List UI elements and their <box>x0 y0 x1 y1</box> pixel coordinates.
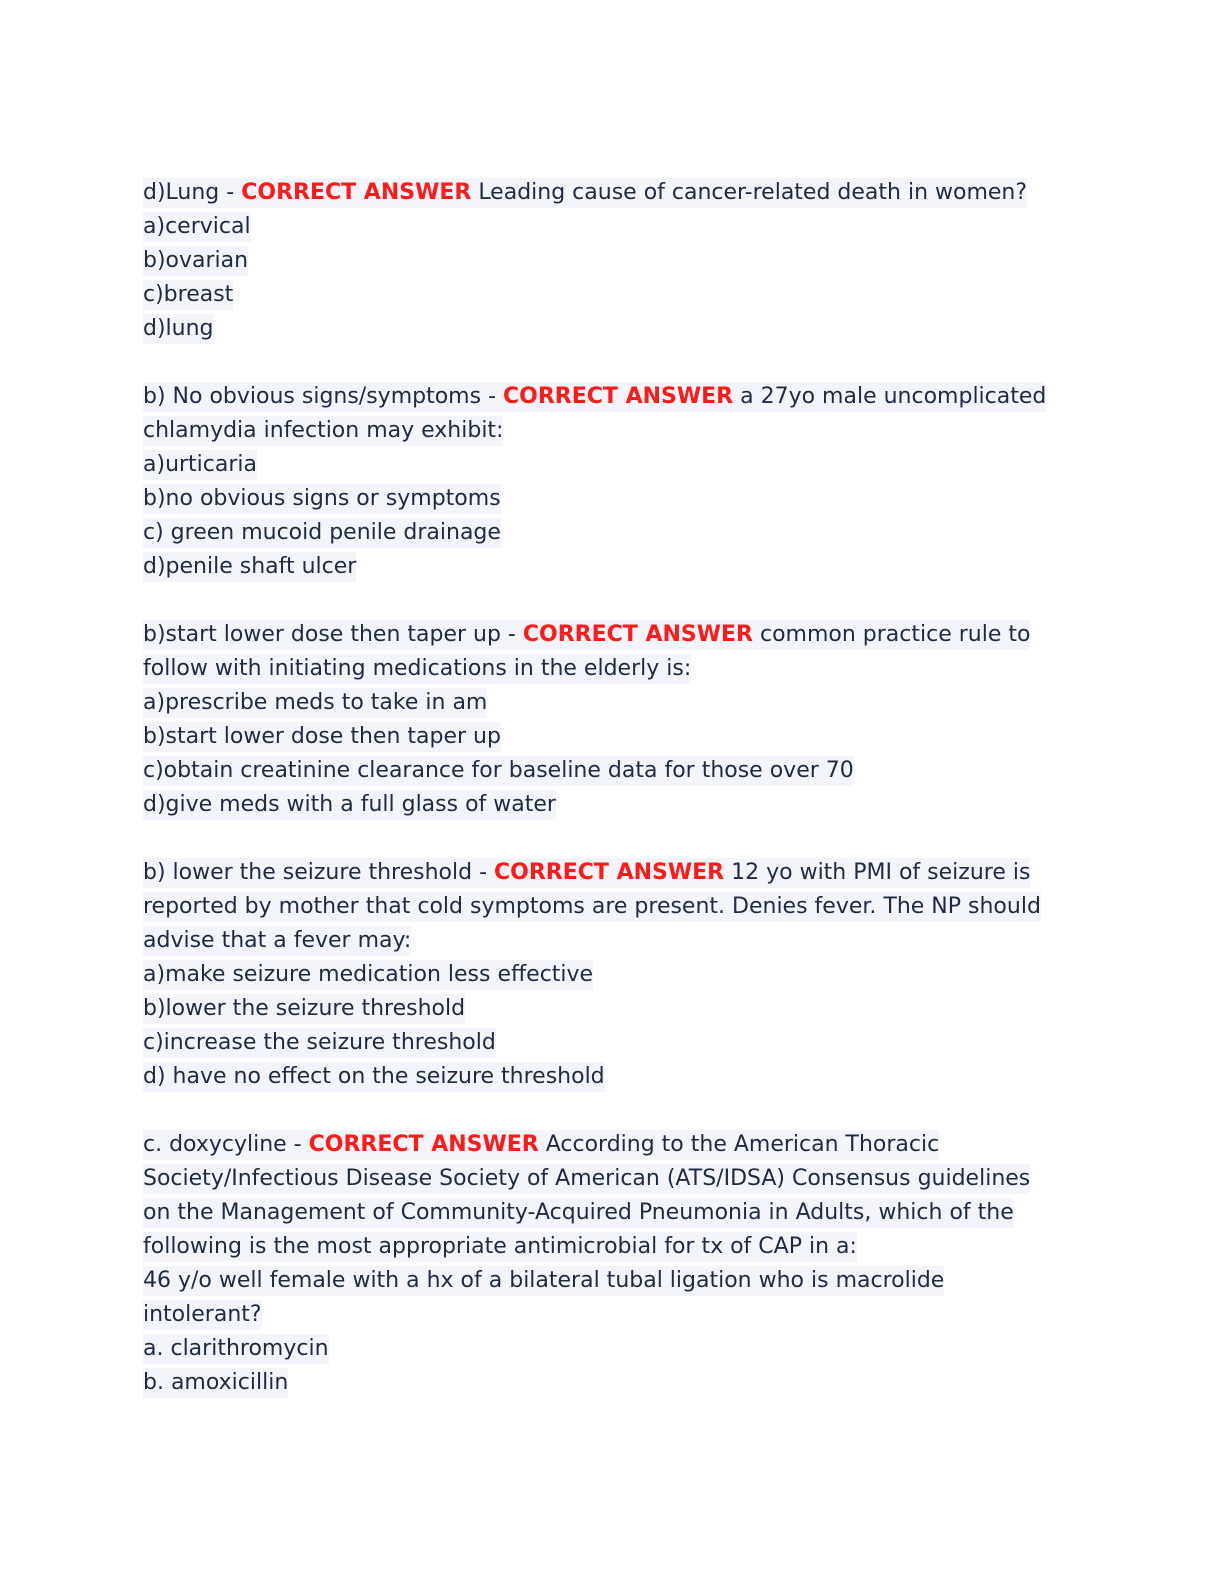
correct-answer-label: CORRECT ANSWER <box>241 180 472 205</box>
question-stem-line <box>143 414 1083 448</box>
question-block <box>143 380 1083 584</box>
option-line <box>143 686 1083 720</box>
question-stem: 46 y/o well female with a hx of a bilateral tubal ligation who is macrolide <box>143 1266 944 1296</box>
question-stem: According to the American Thoracic <box>545 1132 940 1157</box>
question-stem-line <box>143 1230 1083 1264</box>
question-stem-line <box>143 1196 1083 1230</box>
question-stem-line <box>143 924 1083 958</box>
option-text: a)cervical <box>143 212 251 242</box>
option-line <box>143 482 1083 516</box>
question-header-line: b)start lower dose then taper up - CORRECT ANSWER common practice rule to <box>143 618 1083 652</box>
option-line <box>143 788 1083 822</box>
answer-text: b) lower the seizure threshold <box>143 860 473 885</box>
option-text: b)no obvious signs or symptoms <box>143 484 501 514</box>
question-stem: 12 yo with PMI of seizure is <box>731 860 1031 885</box>
answer-text: b) No obvious signs/symptoms <box>143 384 482 409</box>
question-stem-line <box>143 652 1083 686</box>
question-stem: advise that a fever may: <box>143 926 411 956</box>
option-line <box>143 992 1083 1026</box>
option-line <box>143 516 1083 550</box>
option-line <box>143 210 1083 244</box>
answer-text: d)Lung <box>143 180 220 205</box>
option-text: b)lower the seizure threshold <box>143 994 465 1024</box>
option-line <box>143 1332 1083 1366</box>
option-line <box>143 244 1083 278</box>
option-text: a. clarithromycin <box>143 1334 329 1364</box>
option-line <box>143 1060 1083 1094</box>
document-content <box>143 176 1083 1434</box>
option-text: c) green mucoid penile drainage <box>143 518 501 548</box>
correct-answer-label: CORRECT ANSWER <box>522 622 753 647</box>
question-block <box>143 856 1083 1094</box>
question-stem: Society/Infectious Disease Society of American (ATS/IDSA) Consensus guidelines <box>143 1164 1030 1194</box>
option-text: b. amoxicillin <box>143 1368 288 1398</box>
answer-text: b)start lower dose then taper up <box>143 622 501 647</box>
correct-answer-label: CORRECT ANSWER <box>503 384 734 409</box>
option-text: b)ovarian <box>143 246 248 276</box>
option-line <box>143 754 1083 788</box>
question-stem-line <box>143 890 1083 924</box>
question-header-line: b) lower the seizure threshold - CORRECT ANSWER 12 yo with PMI of seizure is <box>143 856 1083 890</box>
answer-text: c. doxycyline <box>143 1132 287 1157</box>
option-text: c)obtain creatinine clearance for baseline data for those over 70 <box>143 756 854 786</box>
question-stem-line <box>143 1298 1083 1332</box>
option-line <box>143 448 1083 482</box>
option-line <box>143 1026 1083 1060</box>
option-text: b)start lower dose then taper up <box>143 722 501 752</box>
question-stem: chlamydia infection may exhibit: <box>143 416 503 446</box>
option-line <box>143 958 1083 992</box>
question-stem: following is the most appropriate antimicrobial for tx of CAP in a: <box>143 1232 857 1262</box>
question-block <box>143 1128 1083 1400</box>
correct-answer-label: CORRECT ANSWER <box>494 860 725 885</box>
option-line <box>143 550 1083 584</box>
question-header-line: d)Lung - CORRECT ANSWER Leading cause of cancer-related death in women? <box>143 176 1083 210</box>
question-stem: a 27yo male uncomplicated <box>740 384 1047 409</box>
question-header-line: c. doxycyline - CORRECT ANSWER According to the American Thoracic <box>143 1128 1083 1162</box>
question-stem: Leading cause of cancer-related death in women? <box>478 180 1028 205</box>
question-block <box>143 176 1083 346</box>
option-text: a)make seizure medication less effective <box>143 960 593 990</box>
question-block <box>143 618 1083 822</box>
option-text: d) have no effect on the seizure threshold <box>143 1062 605 1092</box>
option-line <box>143 1366 1083 1400</box>
question-stem: intolerant? <box>143 1300 262 1330</box>
question-stem: reported by mother that cold symptoms are present. Denies fever. The NP should <box>143 892 1041 922</box>
option-line <box>143 720 1083 754</box>
option-text: d)lung <box>143 314 214 344</box>
option-text: c)breast <box>143 280 233 310</box>
option-text: d)penile shaft ulcer <box>143 552 356 582</box>
option-text: c)increase the seizure threshold <box>143 1028 496 1058</box>
question-stem: follow with initiating medications in the elderly is: <box>143 654 691 684</box>
option-text: a)prescribe meds to take in am <box>143 688 487 718</box>
option-text: a)urticaria <box>143 450 257 480</box>
option-line <box>143 312 1083 346</box>
option-text: d)give meds with a full glass of water <box>143 790 556 820</box>
question-stem-line <box>143 1264 1083 1298</box>
question-header-line: b) No obvious signs/symptoms - CORRECT ANSWER a 27yo male uncomplicated <box>143 380 1083 414</box>
question-stem: common practice rule to <box>759 622 1031 647</box>
correct-answer-label: CORRECT ANSWER <box>308 1132 539 1157</box>
question-stem-line <box>143 1162 1083 1196</box>
option-line <box>143 278 1083 312</box>
question-stem: on the Management of Community-Acquired Pneumonia in Adults, which of the <box>143 1198 1014 1228</box>
